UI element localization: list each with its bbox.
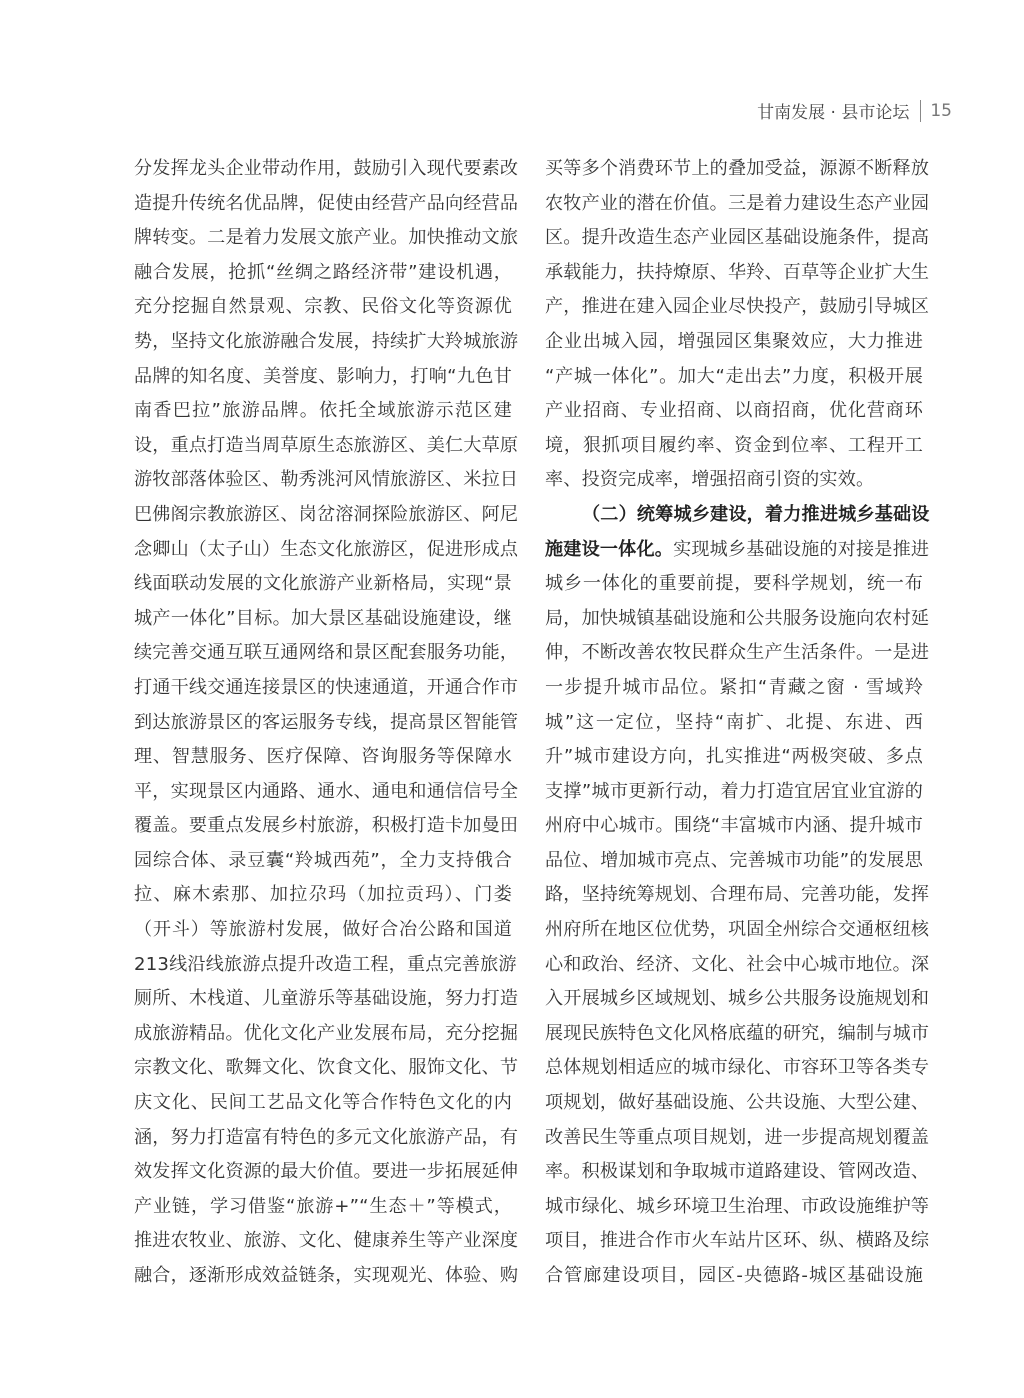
text-line: 升”城市建设方向，扎实推进“两极突破、多点 [545, 746, 923, 768]
text-line: 宗教文化、歌舞文化、饮食文化、服饰文化、节 [134, 1057, 519, 1079]
text-line: 产，推进在建入园企业尽快投产，鼓励引导城区 [545, 296, 930, 318]
section-heading-continuation [545, 533, 930, 568]
section-heading-line: （二）统筹城乡建设，着力推进城乡基础设 [582, 503, 930, 525]
text-line: 理、智慧服务、医疗保障、咨询服务等保障水 [134, 746, 512, 768]
text-line: 融合发展，抢抓“丝绸之路经济带”建设机遇， [134, 261, 512, 283]
text-line: 率。积极谋划和争取城市道路建设、管网改造、 [545, 1161, 930, 1183]
text-line: 展现民族特色文化风格底蕴的研究，编制与城市 [545, 1022, 930, 1044]
text-line: 巴佛阁宗教旅游区、岗岔溶洞探险旅游区、阿尼 [134, 503, 519, 525]
text-line: 项规划，做好基础设施、公共设施、大型公建、 [545, 1092, 930, 1114]
paragraph-urban-rural [545, 567, 930, 1293]
text-line: 企业出城入园，增强园区集聚效应，大力推进 [545, 330, 923, 352]
text-line: 实现城乡基础设施的对接是推进 [673, 538, 930, 560]
text-line: 买等多个消费环节上的叠加受益，源源不断释放 [545, 158, 930, 179]
text-line: 局，加快城镇基础设施和公共服务设施向农村延 [545, 607, 930, 629]
text-line: 区。提升改造生态产业园区基础设施条件，提高 [545, 227, 930, 249]
text-line: 牌转变。二是着力发展文旅产业。加快推动文旅 [134, 227, 519, 249]
text-line: 路，坚持统筹规划、合理布局、完善功能，发挥 [545, 884, 930, 906]
text-line: 厕所、木栈道、儿童游乐等基础设施，努力打造 [134, 988, 519, 1010]
text-line: 改善民生等重点项目规划，进一步提高规划覆盖 [545, 1126, 930, 1148]
text-line: 拉、麻木索那、加拉尕玛（加拉贡玛）、门娄 [134, 884, 512, 906]
text-line: 念卿山（太子山）生态文化旅游区，促进形成点 [134, 538, 519, 560]
text-line: 园综合体、录豆囊“羚城西苑”，全力支持俄合 [134, 849, 512, 871]
text-line: 充分挖掘自然景观、宗教、民俗文化等资源优 [134, 296, 512, 318]
text-line: 庆文化、民间工艺品文化等合作特色文化的内 [134, 1092, 512, 1114]
text-line: 品牌的知名度、美誉度、影响力，打响“九色甘 [134, 365, 512, 387]
text-line: 推进农牧业、旅游、文化、健康养生等产业深度 [134, 1230, 519, 1252]
text-line: 融合，逐渐形成效益链条，实现观光、体验、购 [134, 1265, 519, 1286]
text-line: 支撑”城市更新行动，着力打造宜居宜业宜游的 [545, 780, 923, 802]
text-line: 设，重点打造当周草原生态旅游区、美仁大草原 [134, 434, 519, 456]
text-line: 213线沿线旅游点提升改造工程，重点完善旅游 [134, 953, 517, 975]
text-line: 造提升传统名优品牌，促使由经营产品向经营品 [134, 192, 519, 214]
text-line: 产业招商、专业招商、以商招商，优化营商环 [545, 400, 923, 422]
text-line: 州府中心城市。围绕“丰富城市内涵、提升城市 [545, 815, 923, 837]
text-line: 城”这一定位，坚持“南扩、北提、东进、西 [545, 711, 923, 733]
text-line: 产业链，学习借鉴“旅游+”“生态＋”等模式， [134, 1195, 512, 1217]
text-line: 合管廊建设项目，园区-央德路-城区基础设施 [545, 1265, 923, 1286]
text-line: 项目，推进合作市火车站片区环、纵、横路及综 [545, 1230, 930, 1252]
text-line: 分发挥龙头企业带动作用，鼓励引入现代要素改 [134, 158, 519, 179]
right-column [545, 152, 930, 1294]
text-line: （开斗）等旅游村发展，做好合冶公路和国道 [134, 919, 512, 941]
text-line: 南香巴拉”旅游品牌。依托全域旅游示范区建 [134, 400, 512, 422]
left-column [134, 152, 519, 1294]
text-line: 城乡一体化的重要前提，要科学规划，统一布 [545, 573, 923, 595]
text-line: 续完善交通互联互通网络和景区配套服务功能， [134, 642, 519, 664]
text-line: 城产一体化”目标。加大景区基础设施建设，继 [134, 607, 512, 629]
text-line: 州府所在地区位优势，巩固全州综合交通枢纽核 [545, 919, 930, 941]
text-line: 平，实现景区内通路、通水、通电和通信信号全 [134, 780, 519, 802]
paragraph-industry-park [545, 152, 930, 498]
text-line: 农牧产业的潜在价值。三是着力建设生态产业园 [545, 192, 930, 214]
running-header [757, 98, 952, 123]
text-line: 总体规划相适应的城市绿化、市容环卫等各类专 [545, 1057, 930, 1079]
text-line: 游牧部落体验区、勒秀洮河风情旅游区、米拉日 [134, 469, 519, 491]
journal-section-title: 甘南发展 · 县市论坛 [757, 103, 910, 123]
text-line: 成旅游精品。优化文化产业发展布局，充分挖掘 [134, 1022, 519, 1044]
header-divider [920, 100, 921, 122]
text-line: 品位、增加城市亮点、完善城市功能”的发展思 [545, 849, 923, 871]
text-line: 城市绿化、城乡环境卫生治理、市政设施维护等 [545, 1195, 930, 1217]
text-line: 一步提升城市品位。紧扣“青藏之窗 · 雪域羚 [545, 676, 923, 698]
text-line: “产城一体化”。加大“走出去”力度，积极开展 [545, 365, 923, 387]
page-number: 15 [930, 100, 952, 121]
text-line: 承载能力，扶持燎原、华羚、百草等企业扩大生 [545, 261, 930, 283]
text-line: 到达旅游景区的客运服务专线，提高景区智能管 [134, 711, 519, 733]
text-line: 境，狠抓项目履约率、资金到位率、工程开工 [545, 434, 923, 456]
text-line: 入开展城乡区域规划、城乡公共服务设施规划和 [545, 988, 930, 1010]
text-line: 打通干线交通连接景区的快速通道，开通合作市 [134, 676, 519, 698]
text-line: 心和政治、经济、文化、社会中心城市地位。深 [545, 953, 930, 975]
text-line: 率、投资完成率，增强招商引资的实效。 [545, 469, 875, 491]
section-heading-end: 施建设一体化。 [545, 538, 674, 560]
text-line: 效发挥文化资源的最大价值。要进一步拓展延伸 [134, 1161, 519, 1183]
text-line: 伸，不断改善农牧民群众生产生活条件。一是进 [545, 642, 930, 664]
text-line: 涵，努力打造富有特色的多元文化旅游产品，有 [134, 1126, 519, 1148]
text-line: 势，坚持文化旅游融合发展，持续扩大羚城旅游 [134, 330, 519, 352]
text-line: 覆盖。要重点发展乡村旅游，积极打造卡加曼田 [134, 815, 519, 837]
text-line: 线面联动发展的文化旅游产业新格局，实现“景 [134, 573, 512, 595]
